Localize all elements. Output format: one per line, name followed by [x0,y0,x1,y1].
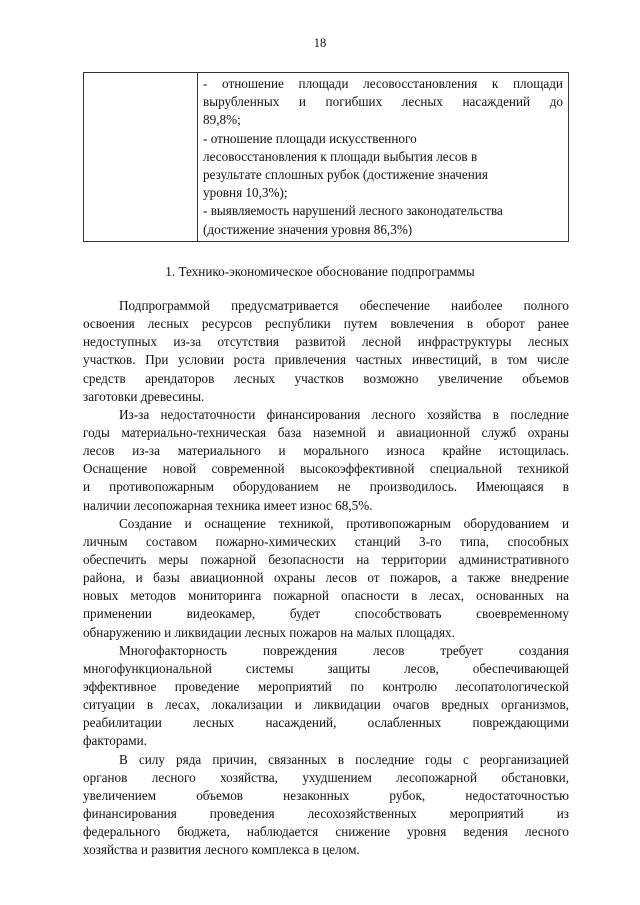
body-text-line: средств арендаторов лесных участков возможно увеличение объемов [83,370,569,386]
body-text-line: федерального бюджета, наблюдается снижение уровня ведения лесного [83,824,569,840]
body-text-line: района, и базы авиационной охраны лесов от пожаров, а также внедрение [83,570,569,586]
body-text-line: ситуации в лесах, локализации и ликвидации очагов вредных организмов, [83,697,569,713]
body-text-line: Оснащение новой современной высокоэффективной специальной техникой [83,461,569,477]
body-text-line: новых методов мониторинга пожарной опасности в лесах, основанных на [83,588,569,604]
body-text-line: хозяйства и развития лесного комплекса в целом. [83,842,360,858]
table-text-line: лесовосстановления к площади выбытия лесов в [203,148,478,164]
body-text-line: обнаружению и ликвидации лесных пожаров на малых площадях. [83,624,455,640]
body-text-line: наличии лесопожарная техника имеет износ 68,5%. [83,497,373,513]
body-text-line: освоения лесных ресурсов республики путем вовлечения в оборот ранее [83,316,569,332]
body-text-line: реабилитации лесных насаждений, ослабленных повреждающими [83,715,569,731]
body-text [83,297,569,859]
body-text-line: увеличением объемов незаконных рубок, недостаточностью [83,787,569,803]
body-text-line: обеспечить меры пожарной безопасности на территории административного [83,551,569,567]
body-text-line: заготовки древесины. [83,388,205,404]
table-cell-empty [84,73,198,242]
body-text-line: Многофакторность повреждения лесов требует создания [119,642,569,658]
table-text-line: (достижение значения уровня 86,3%) [203,221,413,237]
body-text-line: личным составом пожарно-химических станций 3-го типа, способных [83,533,569,549]
body-text-line: Подпрограммой предусматривается обеспечение наиболее полного [119,298,569,313]
body-text-line: эффективное проведение мероприятий по контролю лесопатологической [83,678,569,694]
table-text-line: 89,8%; [203,112,241,128]
body-text-line: Из-за недостаточности финансирования лесного хозяйства в последние [119,406,569,422]
body-text-line: участков. При условии роста привлечения частных инвестиций, в том числе [83,352,569,368]
section-heading: 1. Технико-экономическое обоснование подпрограммы [165,264,475,279]
table-text-line: - отношение площади искусственного [203,130,417,146]
table-text-line: - отношение площади лесовосстановления к площади [203,76,563,91]
table-cell-indicators [198,73,569,242]
body-text-line: Создание и оснащение техникой, противопожарным оборудованием и [119,515,569,531]
body-text-line: факторами. [83,733,147,749]
indicators-table [83,72,569,242]
body-text-line: финансирования проведения лесохозяйственных мероприятий из [83,805,569,821]
table-text-line: - выявляемость нарушений лесного законодательства [203,203,503,219]
body-text-line: многофункциональной системы защиты лесов, обеспечивающей [83,660,569,676]
table-text-line: результате сплошных рубок (достижение значения [203,167,488,183]
body-text-line: годы материально-техническая база наземной и авиационной служб охраны [83,424,569,440]
body-text-line: органов лесного хозяйства, ухудшением лесопожарной обстановки, [83,769,569,785]
body-text-line: В силу ряда причин, связанных в последние годы с реорганизацией [119,751,569,767]
body-text-line: недоступных из-за отсутствия развитой лесной инфраструктуры лесных [83,334,569,350]
page-number: 18 [313,36,327,50]
table-text-line: уровня 10,3%); [203,185,288,201]
table-row [84,73,569,242]
table-text-line: вырубленных и погибших лесных насаждений до [203,94,563,110]
body-text-line: применении видеокамер, будет способствовать своевременному [83,606,569,622]
body-text-line: лесов из-за материального и морального износа крайне истощилась. [83,443,569,459]
body-text-line: и противопожарным оборудованием не производилось. Имеющаяся в [83,479,569,495]
